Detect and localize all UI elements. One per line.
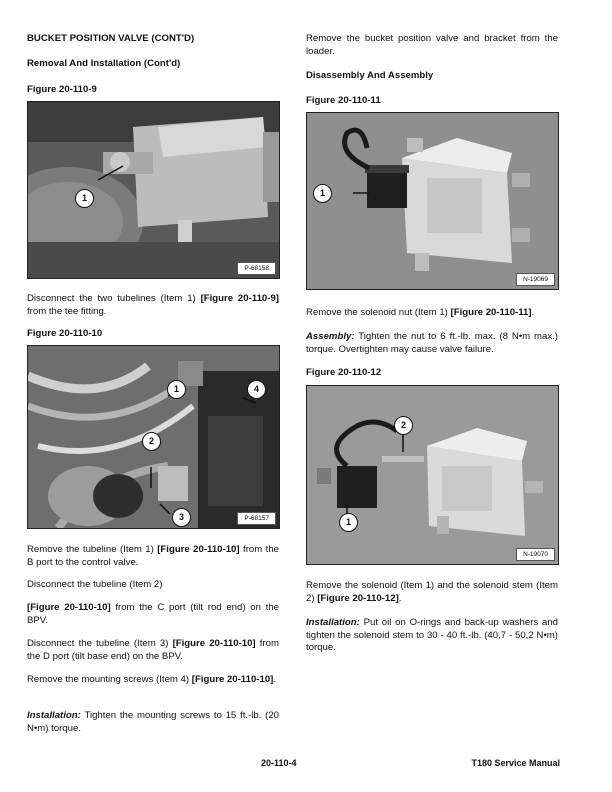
figure-10-photo xyxy=(27,345,280,529)
right-para-2 xyxy=(306,307,558,320)
figure-12-title: Figure 20-110-12 xyxy=(306,367,382,378)
left-subsection-title: Removal And Installation (Cont'd) xyxy=(27,58,181,69)
right-para-4-ref: [Figure 20-110-12] xyxy=(317,592,399,604)
figure-11-title: Figure 20-110-11 xyxy=(306,95,381,106)
figure-9-code: P-68158 xyxy=(237,262,276,275)
left-para-6-ref: [Figure 20-110-10] xyxy=(191,674,274,685)
right-para-3-text: Tighten the nut to 6 ft.-lb. max. (8 N•m max.) torque. Overtighten may cause valve failure. xyxy=(306,331,558,355)
figure-9-illustration xyxy=(28,102,279,278)
right-para-3-label: Assembly: xyxy=(306,331,355,342)
left-para-6-tail: . xyxy=(273,674,277,685)
left-para-5-tail: from the D port (tilt base end) on the BPV. xyxy=(27,638,279,662)
figure-11-code: N-19069 xyxy=(516,273,555,286)
left-para-5-ref: [Figure 20-110-10] xyxy=(172,638,256,649)
right-para-3 xyxy=(306,331,558,356)
right-para-4 xyxy=(306,580,558,605)
figure-11-illustration xyxy=(307,113,558,289)
left-para-7 xyxy=(27,710,279,735)
left-para-6-text: Remove the mounting screws (Item 4) xyxy=(27,674,192,685)
figure-9-photo xyxy=(27,101,280,279)
right-para-2-ref: [Figure 20-110-11] xyxy=(450,307,532,318)
left-para-3 xyxy=(27,579,279,592)
right-para-1-text: Remove the bucket position valve and bracket from the loader. xyxy=(306,33,558,57)
left-para-1-tail: from the tee fitting. xyxy=(27,305,107,317)
left-para-6 xyxy=(27,674,279,687)
figure-11-photo xyxy=(306,112,559,290)
right-para-2-text: Remove the solenoid nut (Item 1) xyxy=(306,307,451,318)
left-section-title: BUCKET POSITION VALVE (CONT'D) xyxy=(27,33,195,44)
left-para-5 xyxy=(27,638,279,663)
right-para-5-text: Put oil on O-rings and back-up washers and tighten the solenoid stem to 30 - 40 ft.-lb. (40,7 - 50,2 N•m) torque. xyxy=(306,617,558,654)
figure-10-callout-3: 3 xyxy=(172,508,191,527)
right-subsection-title: Disassembly And Assembly xyxy=(306,70,434,81)
figure-9-title: Figure 20-110-9 xyxy=(27,84,97,95)
figure-10-callout-2: 2 xyxy=(142,432,161,451)
left-para-2-tail: from the B port to the control valve. xyxy=(27,544,279,568)
left-para-7-label: Installation: xyxy=(27,710,81,721)
figure-10-callout-1: 1 xyxy=(167,380,186,399)
footer-manual-title: T180 Service Manual xyxy=(471,758,560,768)
right-para-1 xyxy=(306,33,558,58)
left-para-1-ref: [Figure 20-110-9] xyxy=(200,293,279,304)
left-para-1-text: Disconnect the two tubelines (Item 1) xyxy=(27,293,201,304)
figure-11-callout-1: 1 xyxy=(313,184,332,203)
right-para-4-tail: . xyxy=(398,592,402,604)
left-para-2-text: Remove the tubeline (Item 1) xyxy=(27,544,158,555)
figure-12-callout-2: 2 xyxy=(394,416,413,435)
figure-9-callout-1: 1 xyxy=(75,189,94,208)
left-para-7-text: Tighten the mounting screws to 15 ft.-lb. (20 N•m) torque. xyxy=(27,710,279,734)
figure-12-illustration xyxy=(307,386,558,564)
left-para-4-ref: [Figure 20-110-10] xyxy=(27,602,111,613)
figure-12-photo xyxy=(306,385,559,565)
right-para-2-tail: . xyxy=(531,307,535,318)
left-para-4-tail: from the C port (tilt rod end) on the BPV. xyxy=(27,602,279,626)
right-para-5 xyxy=(306,617,558,655)
left-para-2 xyxy=(27,544,279,569)
figure-10-code: P-68157 xyxy=(237,512,276,525)
footer-page-number: 20-110-4 xyxy=(261,758,297,768)
left-para-4 xyxy=(27,602,279,627)
figure-12-code: N-19070 xyxy=(516,548,555,561)
figure-12-callout-1: 1 xyxy=(339,513,358,532)
right-para-5-label: Installation: xyxy=(306,617,360,628)
figure-10-title: Figure 20-110-10 xyxy=(27,328,103,339)
left-para-2-ref: [Figure 20-110-10] xyxy=(157,544,240,555)
right-para-4-text: Remove the solenoid (Item 1) and the solenoid stem (Item 2) xyxy=(306,580,558,604)
left-para-1 xyxy=(27,293,279,318)
left-para-3-text: Disconnect the tubeline (Item 2) xyxy=(27,579,163,590)
figure-10-callout-4: 4 xyxy=(247,380,266,399)
left-para-5-text: Disconnect the tubeline (Item 3) xyxy=(27,638,173,649)
